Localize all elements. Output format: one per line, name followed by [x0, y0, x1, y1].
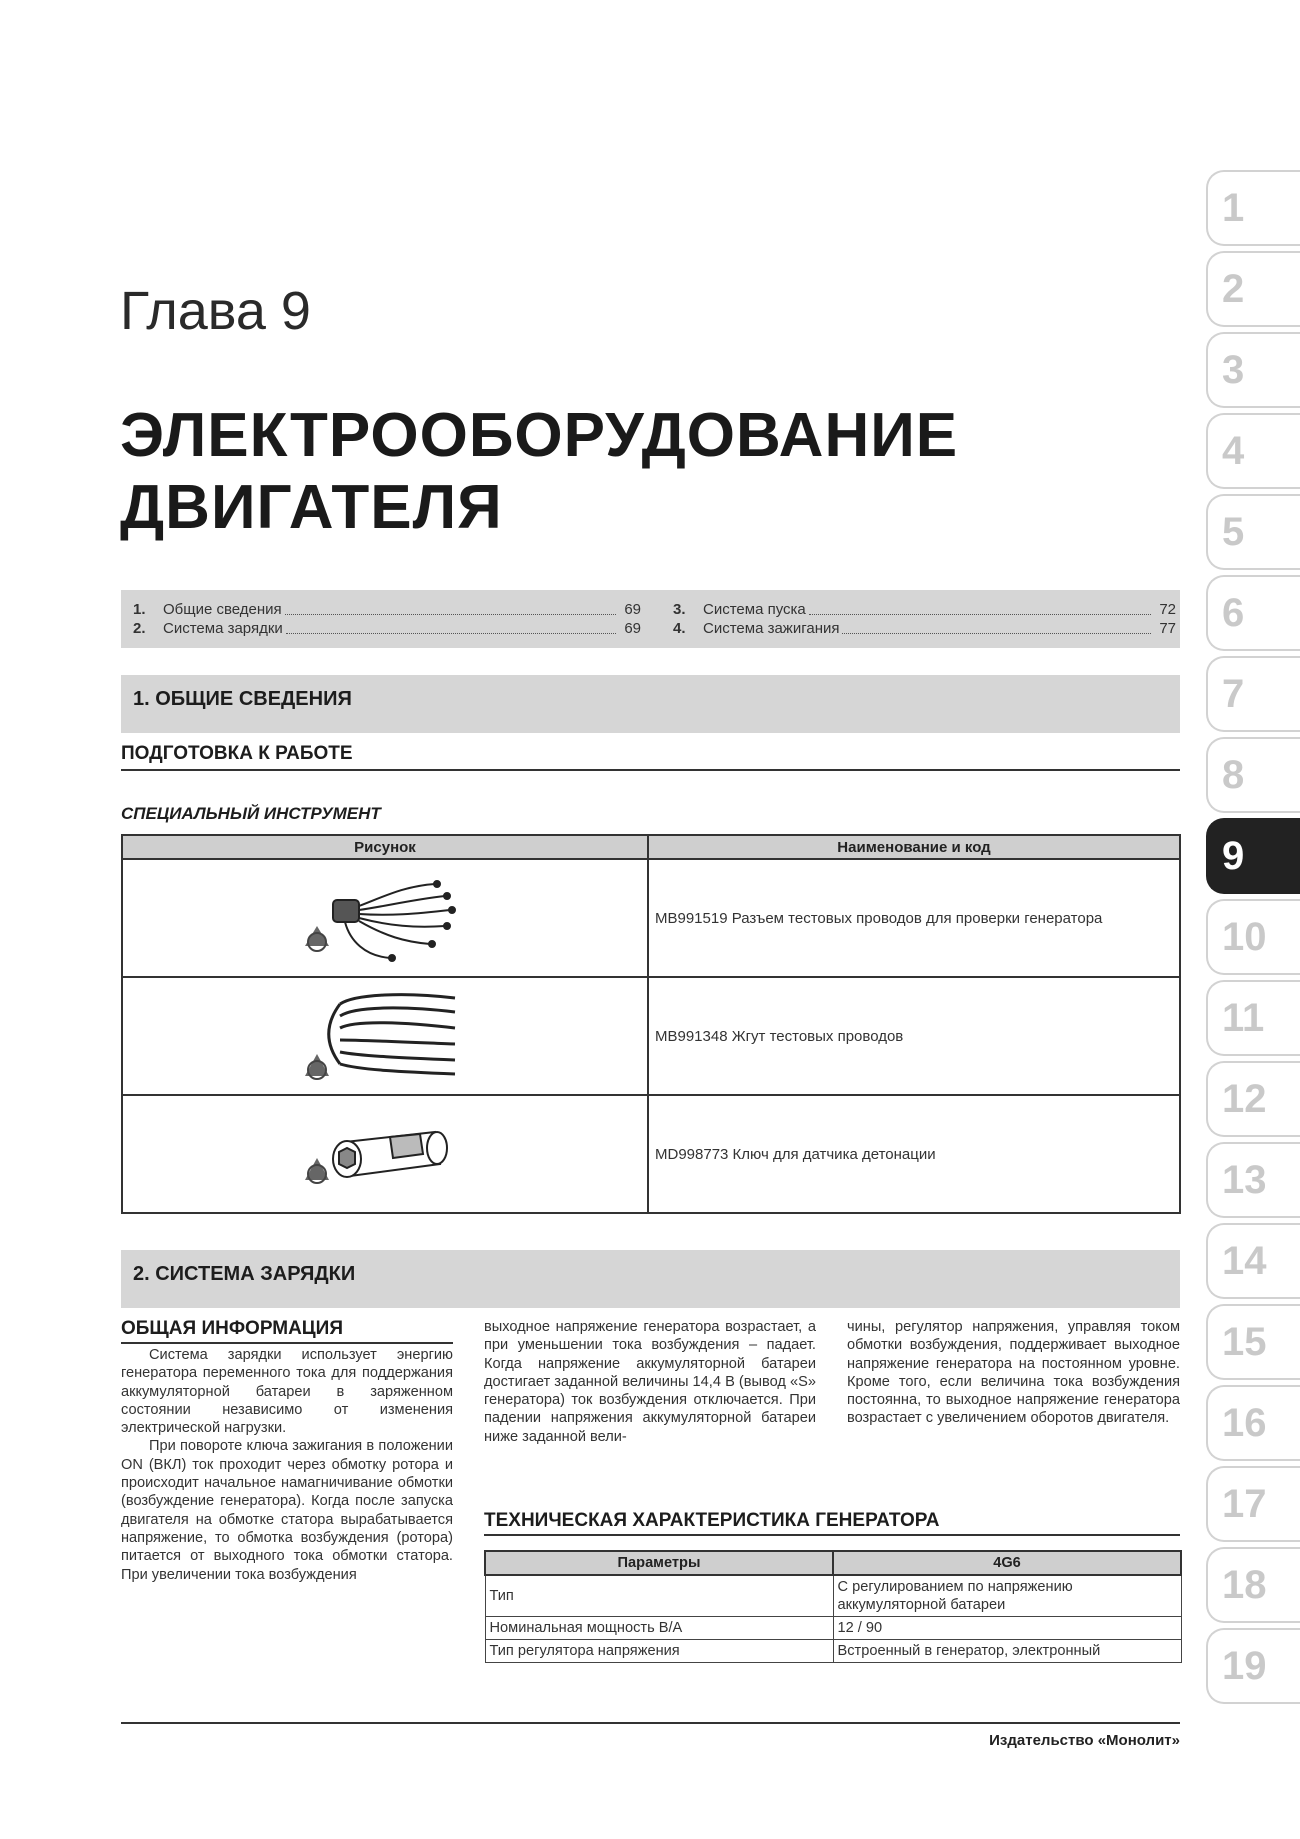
table-row [122, 977, 1180, 1095]
text-column-2 [484, 1318, 816, 1446]
paragraph: чины, регулятор напряжения, управляя током обмотки возбуждения, поддерживает выходное напряжение генератора на постоянном уровне. Кроме того, если величина тока возбуждения постоянна, то выходное напряжение генератора возрастает с увеличением оборотов двигателя. [847, 1319, 1180, 1427]
publisher-name: Издательство «Монолит» [989, 1732, 1180, 1749]
chapter-tab-2[interactable]: 2 [1206, 251, 1300, 327]
spec-value: 12 / 90 [833, 1617, 1181, 1640]
subheading-preparation: ПОДГОТОВКА К РАБОТЕ [121, 743, 1180, 771]
chapter-tab-16[interactable]: 16 [1206, 1385, 1300, 1461]
tool-description: MB991519 Разъем тестовых проводов для проверки генератора [648, 859, 1180, 977]
column-header-parameters: Параметры [485, 1551, 833, 1575]
special-tools-table [121, 834, 1181, 1214]
section-heading-general: 1. ОБЩИЕ СВЕДЕНИЯ [121, 675, 1180, 733]
chapter-title [120, 400, 1020, 544]
chapter-tab-12[interactable]: 12 [1206, 1061, 1300, 1137]
subheading-generator-specs: ТЕХНИЧЕСКАЯ ХАРАКТЕРИСТИКА ГЕНЕРАТОРА [484, 1510, 1180, 1536]
chapter-title-line-2: ДВИГАТЕЛЯ [120, 473, 503, 542]
generator-specs-table [484, 1550, 1182, 1663]
spec-param: Номинальная мощность В/А [485, 1617, 833, 1640]
toc-item[interactable]: 3. Система пуска 72 [673, 601, 1176, 618]
tool-description: MB991348 Жгут тестовых проводов [648, 977, 1180, 1095]
chapter-tab-17[interactable]: 17 [1206, 1466, 1300, 1542]
column-header-picture: Рисунок [122, 835, 648, 859]
chapter-tab-6[interactable]: 6 [1206, 575, 1300, 651]
subheading-general-info: ОБЩАЯ ИНФОРМАЦИЯ [121, 1318, 453, 1344]
spec-param: Тип регулятора напряжения [485, 1640, 833, 1663]
chapter-tab-1[interactable]: 1 [1206, 170, 1300, 246]
spec-value: Встроенный в генератор, электронный [833, 1640, 1181, 1663]
test-connector-icon [295, 866, 475, 966]
table-row [485, 1617, 1181, 1640]
spec-value: С регулированием по напряжению аккумуляторной батареи [833, 1575, 1181, 1617]
chapter-tab-18[interactable]: 18 [1206, 1547, 1300, 1623]
column-header-model: 4G6 [833, 1551, 1181, 1575]
chapter-label: Глава 9 [120, 281, 311, 341]
chapter-tab-19[interactable]: 19 [1206, 1628, 1300, 1704]
chapter-tab-5[interactable]: 5 [1206, 494, 1300, 570]
chapter-tab-8[interactable]: 8 [1206, 737, 1300, 813]
knock-sensor-wrench-icon [295, 1102, 475, 1202]
table-row [485, 1575, 1181, 1617]
chapter-tab-10[interactable]: 10 [1206, 899, 1300, 975]
chapter-title-line-1: ЭЛЕКТРООБОРУДОВАНИЕ [120, 401, 959, 470]
spec-param: Тип [485, 1575, 833, 1617]
table-row [122, 859, 1180, 977]
chapter-tab-4[interactable]: 4 [1206, 413, 1300, 489]
toc-item[interactable]: 4. Система зажигания 77 [673, 620, 1176, 637]
paragraph: При повороте ключа зажигания в положении ON (ВКЛ) ток проходит через обмотку ротора и происходит начальное намагничивание обмотки (возбуждение генератора). Когда после запуска двигателя на обмотке статора вырабатывается напряжение, то обмотка возбуждения (ротора) питается от выходного тока обмотки статора. При увеличении тока возбуждения [121, 1438, 453, 1583]
chapter-tab-7[interactable]: 7 [1206, 656, 1300, 732]
paragraph: Система зарядки использует энергию генератора переменного тока для поддержания аккумуляторной батареи в заряженном состоянии независимо от изменения электрической нагрузки. [121, 1347, 453, 1437]
text-column-1 [121, 1346, 453, 1584]
chapter-tab-13[interactable]: 13 [1206, 1142, 1300, 1218]
table-row [122, 1095, 1180, 1213]
chapter-tab-11[interactable]: 11 [1206, 980, 1300, 1056]
tool-description: MD998773 Ключ для датчика детонации [648, 1095, 1180, 1213]
test-harness-icon [295, 984, 475, 1084]
special-tools-heading: СПЕЦИАЛЬНЫЙ ИНСТРУМЕНТ [121, 804, 381, 823]
chapter-tab-9[interactable]: 9 [1206, 818, 1300, 894]
table-row [485, 1640, 1181, 1663]
paragraph: выходное напряжение генератора возрастает, а при уменьшении тока возбуждения – падает. Когда напряжение аккумуляторной батареи достигает заданной величины 14,4 В (вывод «S» генератора) ток возбуждения отключается. При падении напряжения аккумуляторной батареи ниже заданной вели- [484, 1319, 816, 1445]
toc-item[interactable]: 1. Общие сведения 69 [133, 601, 641, 618]
table-of-contents [121, 590, 1180, 648]
section-heading-charging: 2. СИСТЕМА ЗАРЯДКИ [121, 1250, 1180, 1308]
chapter-tab-14[interactable]: 14 [1206, 1223, 1300, 1299]
text-column-3 [847, 1318, 1180, 1428]
chapter-tab-15[interactable]: 15 [1206, 1304, 1300, 1380]
toc-item[interactable]: 2. Система зарядки 69 [133, 620, 641, 637]
chapter-tab-3[interactable]: 3 [1206, 332, 1300, 408]
footer-divider [121, 1722, 1180, 1724]
column-header-name: Наименование и код [648, 835, 1180, 859]
